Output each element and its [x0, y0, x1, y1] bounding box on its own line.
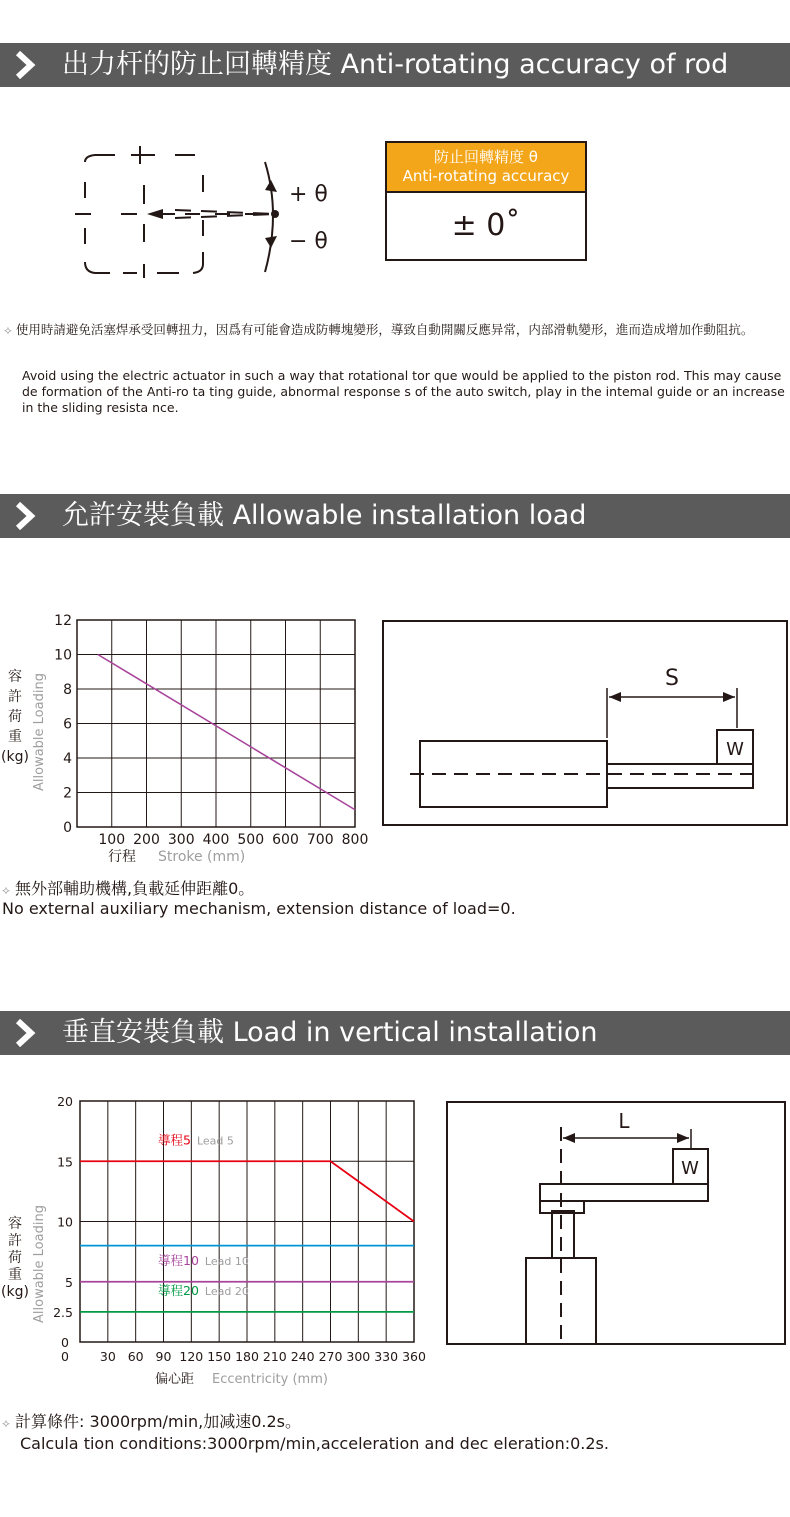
y-label-cn-0: 容 [8, 669, 22, 685]
rod-rotation-diagram [75, 140, 355, 285]
x-tick-label: 330 [374, 1349, 399, 1364]
y-label-cn-2: 荷 [8, 709, 22, 725]
eccentricity-l-label: L [618, 1109, 630, 1133]
series-label: 導程10 Lead 10 [158, 1252, 249, 1268]
x-tick-label: 300 [346, 1349, 371, 1364]
x-tick-label: 400 [202, 832, 230, 848]
x-tick-label: 30 [99, 1349, 116, 1364]
note-cn-vertical: ⟡ 計算條件: 3000rpm/min,加减速0.2s。 [2, 1412, 301, 1431]
series-label: 導程20 Lead 20 [158, 1282, 249, 1298]
y-label-cn-4: (kg) [1, 749, 29, 765]
section-banner-installation-load [0, 494, 790, 538]
x-tick-label: 150 [207, 1349, 232, 1364]
arrow-right-icon [723, 692, 735, 702]
x-tick-label: 120 [179, 1349, 204, 1364]
x-tick-label: 270 [318, 1349, 343, 1364]
y-tick-label: 4 [63, 751, 72, 767]
y-label-cn-1: 許 [8, 689, 22, 705]
horizontal-load-diagram [382, 620, 790, 827]
section-title: 垂直安裝負載 Load in vertical installation [62, 1017, 598, 1048]
vertical-load-diagram [446, 1101, 788, 1346]
weight-label: W [681, 1158, 699, 1179]
y-tick-label: 8 [63, 682, 72, 698]
y-label-cn-2: 荷 [8, 1250, 22, 1266]
series-line [98, 655, 355, 810]
section-banner-anti-rotating [0, 43, 790, 87]
y-tick-label: 2.5 [53, 1304, 73, 1320]
y-tick-label: 2 [63, 785, 72, 802]
allowable-load-chart [0, 605, 375, 870]
x-tick-label: 500 [237, 832, 265, 848]
x-tick-label: 200 [133, 832, 160, 848]
x-axis-label-cn: 偏心距 [155, 1372, 195, 1387]
chevron-right-icon [14, 502, 42, 530]
y-tick-label: 20 [57, 1094, 73, 1109]
arrow-up-icon [265, 180, 277, 192]
weight-label: W [726, 739, 744, 760]
arrow-left-icon [563, 1133, 575, 1143]
stroke-s-label: S [665, 666, 679, 691]
y-tick-label: 0 [61, 1335, 69, 1350]
note-en-vertical: Calcula tion conditions:3000rpm/min,acceleration and dec eleration:0.2s. [20, 1434, 609, 1453]
arrow-left-icon [609, 692, 621, 702]
section-title: 出力杆的防止回轉精度 Anti-rotating accuracy of rod [62, 49, 729, 80]
y-tick-label: 0 [63, 820, 72, 836]
note-en-rotation: Avoid using the electric actuator in such a way that rotational tor que would be applied to the piston rod. This may cause de formation of the Anti-ro ta ting guide, abnormal response s of the auto switch, play in the intemal guide or an increase in the sliding resista nce. [22, 368, 785, 415]
arrow-left-icon [147, 209, 163, 219]
arrow-right-icon [677, 1133, 689, 1143]
table-header-en: Anti-rotating accuracy [402, 167, 570, 185]
x-tick-label: 600 [272, 832, 299, 848]
x-tick-label: 60 [127, 1349, 144, 1364]
bullet-icon: ⟡ [2, 1416, 10, 1430]
y-label-cn-0: 容 [8, 1216, 22, 1232]
y-tick-label: 10 [57, 1214, 73, 1230]
chevron-right-icon [14, 51, 42, 79]
bullet-icon: ⟡ [4, 323, 12, 337]
x-axis-label: Eccentricity (mm) [212, 1372, 328, 1387]
minus-theta-label: − θ [289, 229, 328, 254]
y-label-cn-4: (kg) [1, 1284, 29, 1300]
x-tick-label: 210 [262, 1349, 287, 1364]
note-cn-rotation: ⟡ 使用時請避免活塞焊承受回轉扭力，因爲有可能會造成防轉塊變形，導致自動開關反應异常，内部滑軌變形，進而造成增加作動阻抗。 [4, 322, 754, 337]
x-tick-label: 800 [341, 832, 369, 848]
chevron-right-icon [14, 1019, 42, 1047]
table-header [387, 143, 585, 193]
y-tick-label: 12 [54, 613, 72, 629]
x-axis-label: Stroke (mm) [158, 849, 246, 865]
vertical-load-chart [0, 1090, 440, 1390]
accuracy-value: ± 0˚ [451, 208, 521, 243]
arrow-down-icon [265, 236, 277, 248]
note-cn-load: ⟡ 無外部輔助機構,負載延伸距離0。 [2, 879, 255, 898]
x-tick-label: 700 [306, 832, 334, 848]
series-label: 導程5 Lead 5 [158, 1132, 234, 1148]
y-label-cn-1: 許 [8, 1233, 22, 1249]
bullet-icon: ⟡ [2, 883, 10, 897]
plus-theta-label: + θ [289, 182, 328, 207]
x-tick-label: 240 [290, 1349, 315, 1364]
y-axis-label: Allowable Loading [32, 673, 47, 791]
x-tick-label: 300 [167, 832, 195, 848]
note-en-load: No external auxiliary mechanism, extension distance of load=0. [2, 899, 516, 918]
section-banner-vertical-load [0, 1011, 790, 1055]
y-tick-label: 15 [57, 1154, 73, 1170]
x-axis-label-cn: 行程 [108, 849, 136, 865]
section-title: 允許安裝負載 Allowable installation load [62, 500, 587, 531]
y-label-cn-3: 重 [8, 1267, 22, 1283]
table-header-cn: 防止回轉精度 θ [434, 148, 538, 166]
y-tick-label: 10 [54, 647, 72, 664]
x-tick-label: 100 [98, 832, 126, 848]
x-tick-label: 0 [61, 1349, 69, 1364]
x-tick-label: 90 [155, 1349, 172, 1364]
anti-rotating-accuracy-table [385, 141, 587, 261]
x-tick-label: 180 [235, 1349, 259, 1364]
y-label-cn-3: 重 [8, 729, 22, 745]
x-tick-label: 360 [402, 1349, 426, 1364]
y-tick-label: 6 [63, 716, 72, 733]
y-tick-label: 5 [65, 1274, 73, 1290]
y-axis-label: Allowable Loading [32, 1205, 47, 1323]
